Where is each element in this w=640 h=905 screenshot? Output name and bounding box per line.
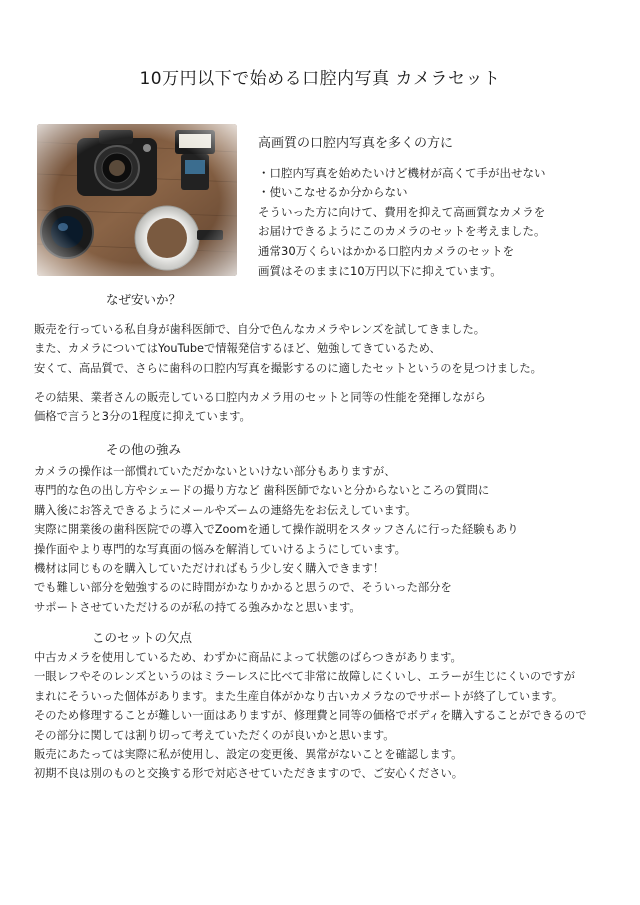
body-line: 一眼レフやそのレンズというのはミラーレスに比べて非常に故障しにくいし、エラーが生じにくいのですが: [34, 670, 576, 684]
page-title: 10万円以下で始める口腔内写真 カメラセット: [139, 69, 501, 89]
intro-line: 画質はそのままに10万円以下に抑えています。: [258, 263, 502, 278]
camera-set-photo: [37, 124, 237, 276]
body-line: 実際に開業後の歯科医院での導入でZoomを通して操作説明をスタッフさんに行った経験もあり: [34, 523, 519, 537]
body-line: サポートさせていただけるのが私の持てる強みかなと思います。: [34, 600, 361, 614]
intro-line: ・口腔内写真を始めたいけど機材が高くて手が出せない: [258, 165, 546, 180]
intro-line: お届けできるようにこのカメラのセットを考えました。: [258, 224, 546, 239]
section-heading-why-cheap: なぜ安いか？: [106, 292, 182, 307]
intro-line: ・使いこなせるか分からない: [258, 185, 408, 200]
body-line: 販売を行っている私自身が歯科医師で、自分で色んなカメラやレンズを試してきました。: [34, 323, 486, 336]
body-line: でも難しい部分を勉強するのに時間がかなりかかると思うので、そういった部分を: [34, 581, 452, 595]
intro-block: [258, 134, 628, 281]
intro-heading: 高画質の口腔内写真を多くの方に: [258, 136, 454, 151]
body-line: そのため修理することが難しい一面はありますが、修理費と同等の価格でボディを購入することができるので: [34, 709, 587, 723]
body-line: カメラの操作は一部慣れていただかないといけない部分もありますが、: [34, 465, 396, 478]
body-line: 機材は同じものを購入していただければもう少し安く購入できます！: [34, 562, 385, 576]
intro-line: 通常30万くらいはかかる口腔内カメラのセットを: [258, 243, 515, 258]
body-line: 操作面やより専門的な写真面の悩みを解消していけるようにしています。: [34, 542, 406, 556]
body-line: 安くて、高品質で、さらに歯科の口腔内写真を撮影するのに適したセットというのを見つけました。: [34, 361, 542, 375]
body-line: 初期不良は別のものと交換する形で対応させていただきますので、ご安心ください。: [34, 767, 464, 781]
body-line: 価格で言うと3分の1程度に抑えています。: [34, 410, 251, 424]
body-line: 購入後にお答えできるようにメールやズームの連絡先をお伝えしています。: [34, 503, 417, 517]
strengths-paragraph: [34, 462, 634, 617]
body-line: 専門的な色の出し方やシェードの撮り方など 歯科医師でないと分からないところの質問に: [34, 484, 490, 498]
section-heading-strengths: その他の強み: [106, 442, 182, 457]
intro-line: そういった方に向けて、費用を抑えて高画質なカメラを: [258, 204, 546, 219]
body-line: また、カメラについてはYouTubeで情報発信するほど、勉強してきているため、: [34, 342, 441, 356]
weakness-paragraph: [34, 648, 634, 784]
body-line: 販売にあたっては実際に私が使用し、設定の変更後、異常がないことを確認します。: [34, 748, 463, 762]
why-cheap-paragraph-2: [34, 388, 634, 427]
body-line: まれにそういった個体があります。また生産自体がかなり古いカメラなのでサポートが終了しています。: [34, 689, 564, 703]
body-line: その部分に関しては割り切って考えていただくのが良いかと思います。: [34, 728, 395, 742]
why-cheap-paragraph-1: [34, 320, 634, 378]
body-line: 中古カメラを使用しているため、わずかに商品によって状態のばらつきがあります。: [34, 651, 462, 664]
body-line: その結果、業者さんの販売している口腔内カメラ用のセットと同等の性能を発揮しながら: [34, 391, 486, 404]
section-heading-weakness: このセットの欠点: [92, 630, 193, 645]
